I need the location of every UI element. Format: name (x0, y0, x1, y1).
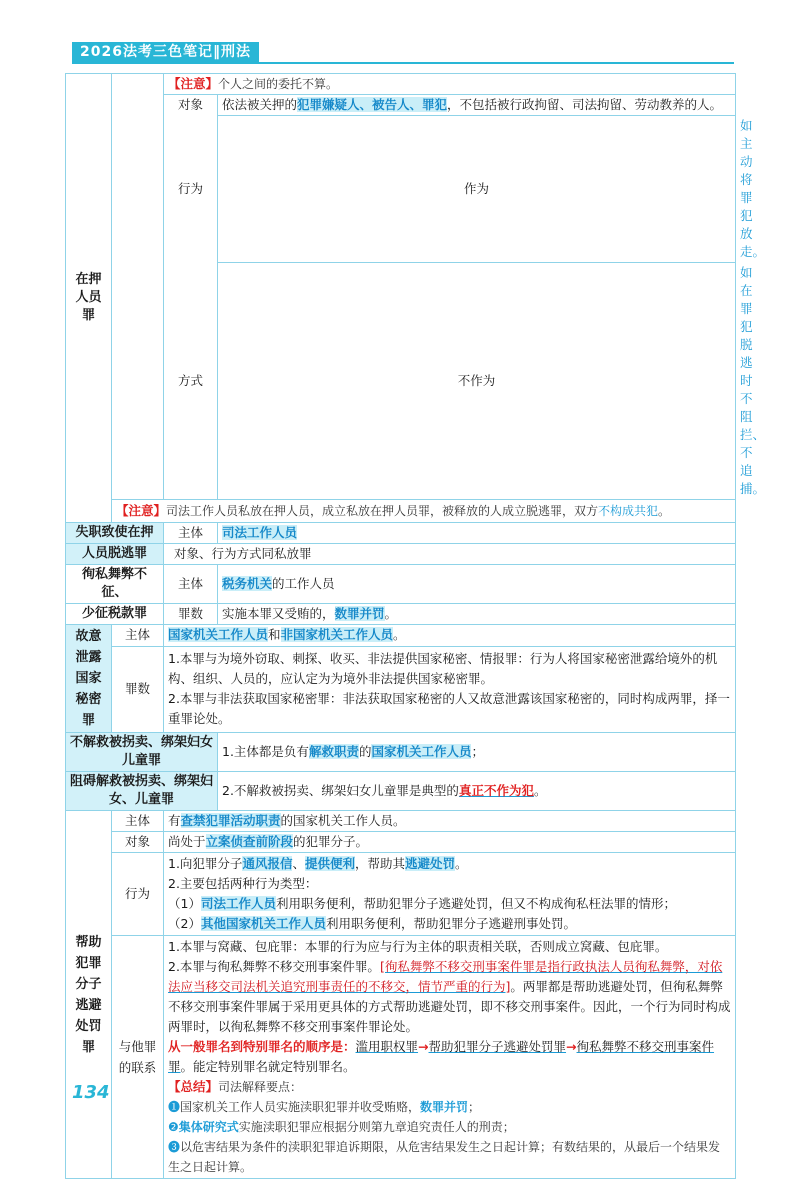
bangzhu-subj-label: 主体 (112, 811, 164, 832)
guyi-count-label: 罪数 (112, 646, 164, 732)
bangzhu-rel (164, 936, 736, 1179)
bangzhu-a1: 1.向犯罪分子通风报信、提供便利，帮助其逃避处罚。 (168, 856, 468, 871)
bangzhu-obj-label: 对象 (112, 832, 164, 853)
bangzhu-subj: 有查禁犯罪活动职责的国家机关工作人员。 (164, 811, 736, 832)
shizhi-title-1: 失职致使在押 (66, 523, 164, 544)
bangzhu-s2: ❷集体研究式实施渎职犯罪应根据分则第九章追究责任人的刑责； (168, 1120, 515, 1134)
zaiya-obj: 依法被关押的犯罪嫌疑人、被告人、罪犯，不包括被行政拘留、司法拘留、劳动教养的人。 (218, 95, 736, 116)
guyi-count (164, 646, 736, 732)
bangzhu-r2: 2.本罪与徇私舞弊不移交刑事案件罪。[徇私舞弊不移交刑事案件罪是指行政执法人员徇私舞弊，对依法应当移交司法机关追究刑事责任的不移交，情节严重的行为]。两罪都是帮助逃避处罚，但徇私舞弊不移交刑事案件罪属于采用更具体的方式帮助逃避处罚，即不移交刑事案件。因此，一个行为同时构成两罪时，以徇私舞弊不移交刑事案件罪论处。 (168, 959, 731, 1034)
xunsi-count: 实施本罪又受贿的，数罪并罚。 (218, 604, 736, 625)
zaiya-obj-label: 对象 (164, 95, 218, 116)
bangzhu-s1: ❶国家机关工作人员实施渎职犯罪并收受贿赂，数罪并罚； (168, 1100, 481, 1114)
header-rule (72, 62, 734, 64)
xunsi-count-label: 罪数 (164, 604, 218, 625)
shizhi-subj: 司法工作人员 (218, 523, 736, 544)
zaiya-act2-label: 不作为 (218, 263, 736, 500)
zaiya-act-label: 行为 (164, 116, 218, 263)
page-header: 2026法考三色笔记‖刑法 (72, 42, 259, 62)
bujiejiu-p1: 1.主体都是负有解救职责的国家机关工作人员； (218, 733, 736, 772)
bangzhu-a2: 2.主要包括两种行为类型： (168, 876, 318, 891)
xunsi-subj: 税务机关的工作人员 (218, 565, 736, 604)
page-number: 134 (72, 1082, 110, 1103)
bujiejiu-title-1: 不解救被拐卖、绑架妇女儿童罪 (66, 733, 218, 772)
bangzhu-s3: ❸以危害结果为条件的渎职犯罪追诉期限，从危害结果发生之日起计算；有数结果的，从最后一个结果发生之日起计算。 (168, 1140, 721, 1174)
guyi-title: 故意泄露国家秘密罪 (66, 625, 112, 733)
guyi-p2: 2.本罪与非法获取国家秘密罪：非法获取国家秘密的人又故意泄露该国家秘密的，同时构成两罪，择一重罪论处。 (168, 691, 730, 727)
bangzhu-r1: 1.本罪与窝藏、包庇罪：本罪的行为应与行为主体的职责相关联，否则成立窝藏、包庇罪。 (168, 939, 668, 954)
guyi-subj-label: 主体 (112, 625, 164, 647)
bangzhu-summary-title: 【总结】司法解释要点： (168, 1079, 303, 1094)
bangzhu-a4: （2）其他国家机关工作人员利用职务便利，帮助犯罪分子逃避刑事处罚。 (168, 916, 576, 931)
bangzhu-obj: 尚处于立案侦查前阶段的犯罪分子。 (164, 832, 736, 853)
xunsi-subj-label: 主体 (164, 565, 218, 604)
zaiya-note1: 【注意】个人之间的委托不算。 (164, 74, 736, 95)
xunsi-title-2: 少征税款罪 (66, 604, 164, 625)
guyi-subj: 国家机关工作人员和非国家机关工作人员。 (164, 625, 736, 647)
bangzhu-act-label: 行为 (112, 853, 164, 936)
shizhi-row2: 对象、行为方式同私放罪 (164, 544, 736, 565)
zaiya-title: 在押人员罪 (66, 74, 112, 523)
shizhi-title-2: 人员脱逃罪 (66, 544, 164, 565)
law-notes-table: 在押人员罪 【注意】个人之间的委托不算。 对象 依法被关押的犯罪嫌疑人、被告人、罪犯，不包括被行政拘留、司法拘留、劳动教养的人。 行为 作为 如主动将罪犯放走。 方式 不作为 如在罪犯脱逃时不阻拦、不追捕。 【注意】司法工作人员私放在押人员，成立私放在押人员罪，被释放的人成立脱逃罪，双方不构成共犯。 失职致使在押 主体 司法工作人员 人员脱逃罪 对象、行为方式同私放罪 徇私舞弊不征、 主体 税务机关的工作人员 少征税款罪 罪数 实施本罪又受贿的，数罪并罚。 故意泄露国家秘密罪 主体 国家机关工作人员和非国家机关工作人员。 罪数 1.本罪与为境外窃取、刺探、收买、非法提供国家秘密、情报罪：行为人将国家秘密泄露给境外的机构、组织、人员的，应认定为为境外非法提供国家秘密罪。 2.本罪与非法获取国家秘密罪：非法获取国家秘密的人又故意泄露该国家秘密的，同时构成两罪，择一重罪论处。 不解救被拐卖、绑架妇女儿童罪 1.主体都是负有解救职责的国家机关工作人员； 阻碍解救被拐卖、绑架妇女、儿童罪 2.不解救被拐卖、绑架妇女儿童罪是典型的真正不作为犯。 帮助犯罪分子逃避处罚罪 主体 有查禁犯罪活动职责的国家机关工作人员。 对象 尚处于立案侦查前阶段的犯罪分子。 行为 1.向犯罪分子通风报信、提供便利，帮助其逃避处罚。 2.主要包括两种行为类型： （1）司法工作人员利用职务便利，帮助犯罪分子逃避处罚，但又不构成徇私枉法罪的情形； （2）其他国家机关工作人员利用职务便利，帮助犯罪分子逃避刑事处罚。 与他罪的联系 1.本罪与窝藏、包庇罪：本罪的行为应与行为主体的职责相关联，否则成立窝藏、包庇罪。 2.本罪与徇私舞弊不移交刑事案件罪。[徇私舞弊不移交刑事案件罪是指行政执法人员徇私舞弊，对依法应当移交司法机关追究刑事责任的不移交，情节严重的行为]。两罪都是帮助逃避处罚，但徇私舞弊不移交刑事案件罪属于采用更具体的方式帮助逃避处罚，即不移交刑事案件。因此，一个行为同时构成两罪时，以徇私舞弊不移交刑事案件罪论处。 从一般罪名到特别罪名的顺序是：滥用职权罪→帮助犯罪分子逃避处罚罪→徇私舞弊不移交刑事案件罪。能定特别罪名就定特别罪名。 【总结】司法解释要点： ❶国家机关工作人员实施渎职犯罪并收受贿赂，数罪并罚； ❷集体研究式实施渎职犯罪应根据分则第九章追究责任人的刑责； ❸以危害结果为条件的渎职犯罪追诉期限，从危害结果发生之日起计算；有数结果的，从最后一个结果发生之日起计算。 (65, 73, 736, 1179)
bujiejiu-title-2: 阻碍解救被拐卖、绑架妇女、儿童罪 (66, 772, 218, 811)
xunsi-title-1: 徇私舞弊不征、 (66, 565, 164, 604)
guyi-p1: 1.本罪与为境外窃取、刺探、收买、非法提供国家秘密、情报罪：行为人将国家秘密泄露给境外的机构、组织、人员的，应认定为为境外非法提供国家秘密罪。 (168, 651, 718, 687)
zaiya-mode-label: 方式 (164, 263, 218, 500)
bangzhu-title: 帮助犯罪分子逃避处罚罪 (66, 811, 112, 1179)
bujiejiu-p2: 2.不解救被拐卖、绑架妇女儿童罪是典型的真正不作为犯。 (218, 772, 736, 811)
bangzhu-a3: （1）司法工作人员利用职务便利，帮助犯罪分子逃避处罚，但又不构成徇私枉法罪的情形； (168, 896, 676, 911)
zaiya-act1-label: 作为 (218, 116, 736, 263)
bangzhu-rel-label: 与他罪的联系 (112, 936, 164, 1179)
bangzhu-act (164, 853, 736, 936)
bangzhu-r3: 从一般罪名到特别罪名的顺序是：滥用职权罪→帮助犯罪分子逃避处罚罪→徇私舞弊不移交刑事案件罪。能定特别罪名就定特别罪名。 (168, 1039, 715, 1074)
shizhi-subj-label: 主体 (164, 523, 218, 544)
zaiya-note2: 【注意】司法工作人员私放在押人员，成立私放在押人员罪，被释放的人成立脱逃罪，双方不构成共犯。 (112, 500, 736, 523)
